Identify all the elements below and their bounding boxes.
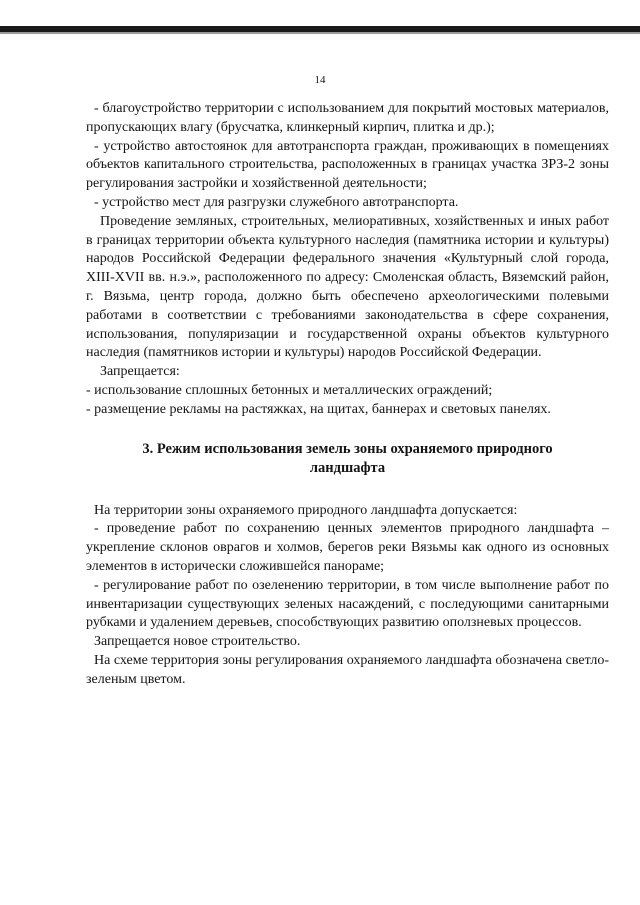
paragraph-archaeology: Проведение земляных, строительных, мелиоративных, хозяйственных и иных работ в границах территории объекта культурного наследия (памятника истории и культуры) народов Российской Федерации федерального значения «Культурный слой города, XIII-XVII вв. н.э.», расположенного по адресу: Смоленская область, Вяземский район, г. Вязьма, центр города, должно быть обеспечено археологическими полевыми работами в соответствии с требованиями законодательства в сфере сохранения, использования, популяризации и государственной охраны объектов культурного наследия (памятников истории и культуры) народов Российской Федерации. xyxy=(86,213,609,361)
paragraph-advertising: - размещение рекламы на растяжках, на щитах, баннерах и световых панелях. xyxy=(86,401,551,417)
page-number: 14 xyxy=(314,74,326,86)
paragraph-parking: - устройство автостоянок для автотранспорта граждан, проживающих в помещениях объектов капитального строительства, расположенных в границах участка ЗРЗ-2 зоны регулирования застройки и хозяйственной деятельности; xyxy=(86,138,609,192)
paragraph-allowed-label: На территории зоны охраняемого природного ландшафта допускается: xyxy=(94,502,518,518)
paragraph-paving: - благоустройство территории с использованием для покрытий мостовых материалов, пропускающих влагу (брусчатка, клинкерный кирпич, плитка и др.); xyxy=(86,101,609,135)
paragraph-landscaping: - регулирование работ по озеленению территории, в том числе выполнение работ по инвентаризации существующих зеленых насаждений, с последующими санитарными рубками и удалением деревьев, способствующих развитию оползневых процессов. xyxy=(86,577,609,631)
section-3-heading-line1: 3. Режим использования земель зоны охраняемого природного xyxy=(142,440,553,457)
section-3-heading xyxy=(86,440,609,478)
document-body xyxy=(86,100,609,690)
paragraph-slope-reinforcement: - проведение работ по сохранению ценных элементов природного ландшафта – укрепление склонов оврагов и холмов, берегов реки Вязьмы как одного из основных элементов в исторически сложившейся панораме; xyxy=(86,521,609,574)
section-3-heading-line2: ландшафта xyxy=(309,459,386,476)
paragraph-fences: - использование сплошных бетонных и металлических ограждений; xyxy=(86,382,493,398)
paragraph-scheme-note: На схеме территория зоны регулирования охраняемого ландшафта обозначена светло-зеленым цветом. xyxy=(86,652,609,687)
paragraph-new-construction-prohibited: Запрещается новое строительство. xyxy=(94,634,301,650)
paragraph-unloading: - устройство мест для разгрузки служебного автотранспорта. xyxy=(94,194,459,210)
scan-top-border-shadow xyxy=(0,32,640,34)
paragraph-prohibited-label: Запрещается: xyxy=(100,364,180,380)
